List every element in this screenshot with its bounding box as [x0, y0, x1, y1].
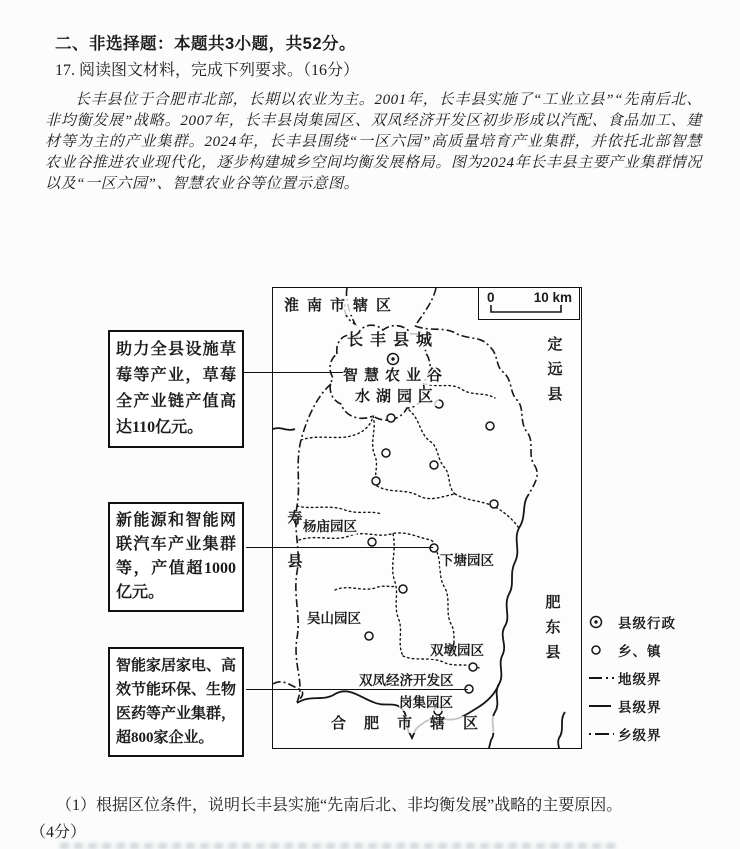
- legend-label: 乡、镇: [618, 644, 662, 659]
- figure-industry-map: [0, 283, 740, 763]
- label-park-shuihu: 水湖园区: [355, 389, 440, 405]
- callout-line-3: [246, 689, 468, 690]
- sub-question-1-text: （1）根据区位条件，说明长丰县实施“先南后北、非均衡发展”战略的主要原因。: [56, 797, 623, 814]
- label-park-gangji: 岗集园区: [399, 695, 453, 710]
- callout-strawberry-industry: 助力全县设施草莓等产业，草莓全产业链产值高达110亿元。: [108, 330, 244, 448]
- section-heading: 二、非选择题：本题共3小题，共52分。: [55, 35, 357, 53]
- scale-bracket: [479, 288, 577, 318]
- legend-label: 乡级界: [618, 728, 662, 743]
- callout-line-2: [246, 547, 433, 548]
- callout-line-1: [228, 372, 348, 373]
- label-smart-agri-valley: 智慧农业谷: [343, 368, 449, 384]
- legend-item-county-boundary: [588, 692, 738, 720]
- label-region-feidong: 肥东县: [543, 594, 560, 669]
- label-zone-shuangfeng: 双凤经济开发区: [359, 673, 454, 688]
- map-changfeng-county: [272, 287, 582, 749]
- sub-question-1: [30, 792, 730, 846]
- callout-smart-home-industry: 智能家居家电、高效节能环保、生物医药等产业集群，超800家企业。: [108, 647, 244, 757]
- scale-distance-label: 10 km: [533, 290, 572, 305]
- prefecture-boundary-icon: [588, 674, 618, 682]
- legend-label: 地级界: [618, 672, 662, 687]
- prefecture-boundary-lines: [273, 288, 537, 703]
- label-region-huainan: 淮南市辖区: [284, 298, 400, 314]
- township-boundary-icon: [588, 730, 618, 738]
- label-region-shouxian: 寿县: [285, 510, 302, 596]
- scale-bar: [478, 287, 580, 320]
- label-region-hefei: 合肥市辖区: [331, 716, 497, 732]
- label-park-xiatang: 下塘园区: [440, 553, 494, 568]
- label-region-dingyuan: 定远县: [545, 336, 562, 411]
- legend-item-county-admin: [588, 608, 738, 636]
- town-icon: [588, 642, 618, 658]
- scale-zero-label: 0: [487, 290, 495, 305]
- label-park-yangmiao: 杨庙园区: [303, 519, 357, 534]
- legend-item-prefecture-boundary: [588, 664, 738, 692]
- county-boundary-icon: [588, 702, 618, 710]
- sub-question-1-score: （4分）: [30, 824, 87, 841]
- label-park-wushan: 吴山园区: [307, 611, 361, 626]
- callout-new-energy-vehicles: 新能源和智能网联汽车产业集群等，产值超1000亿元。: [108, 502, 244, 612]
- material-paragraph: 长丰县位于合肥市北部，长期以农业为主。2001年，长丰县实施了“工业立县”“先南后北、非均衡发展”战略。2007年，长丰县岗集园区、双凤经济开发区初步形成以汽配、食品加工、建材等为主的产业集群。2024年，长丰县围绕“一区六园”高质量培育产业集群，并依托北部智慧农业谷推进农业现代化，逐步构建城乡空间均衡发展格局。图为2024年长丰县主要产业集群情况以及“一区六园”、智慧农业谷等位置示意图。: [45, 92, 702, 192]
- cutoff-faint-text-hint: [60, 843, 620, 849]
- label-county-seat: 长丰县城: [347, 332, 440, 349]
- legend-item-township-boundary: [588, 720, 738, 748]
- legend-label: 县级界: [618, 700, 662, 715]
- legend-label: 县级行政: [618, 616, 676, 631]
- legend-item-town: [588, 636, 738, 664]
- question-17-intro: 17. 阅读图文材料，完成下列要求。（16分）: [55, 62, 360, 79]
- county-seat-marker: [388, 354, 399, 365]
- label-park-shuangdun: 双墩园区: [430, 643, 484, 658]
- map-legend: [588, 608, 738, 748]
- county-admin-icon: [588, 614, 618, 630]
